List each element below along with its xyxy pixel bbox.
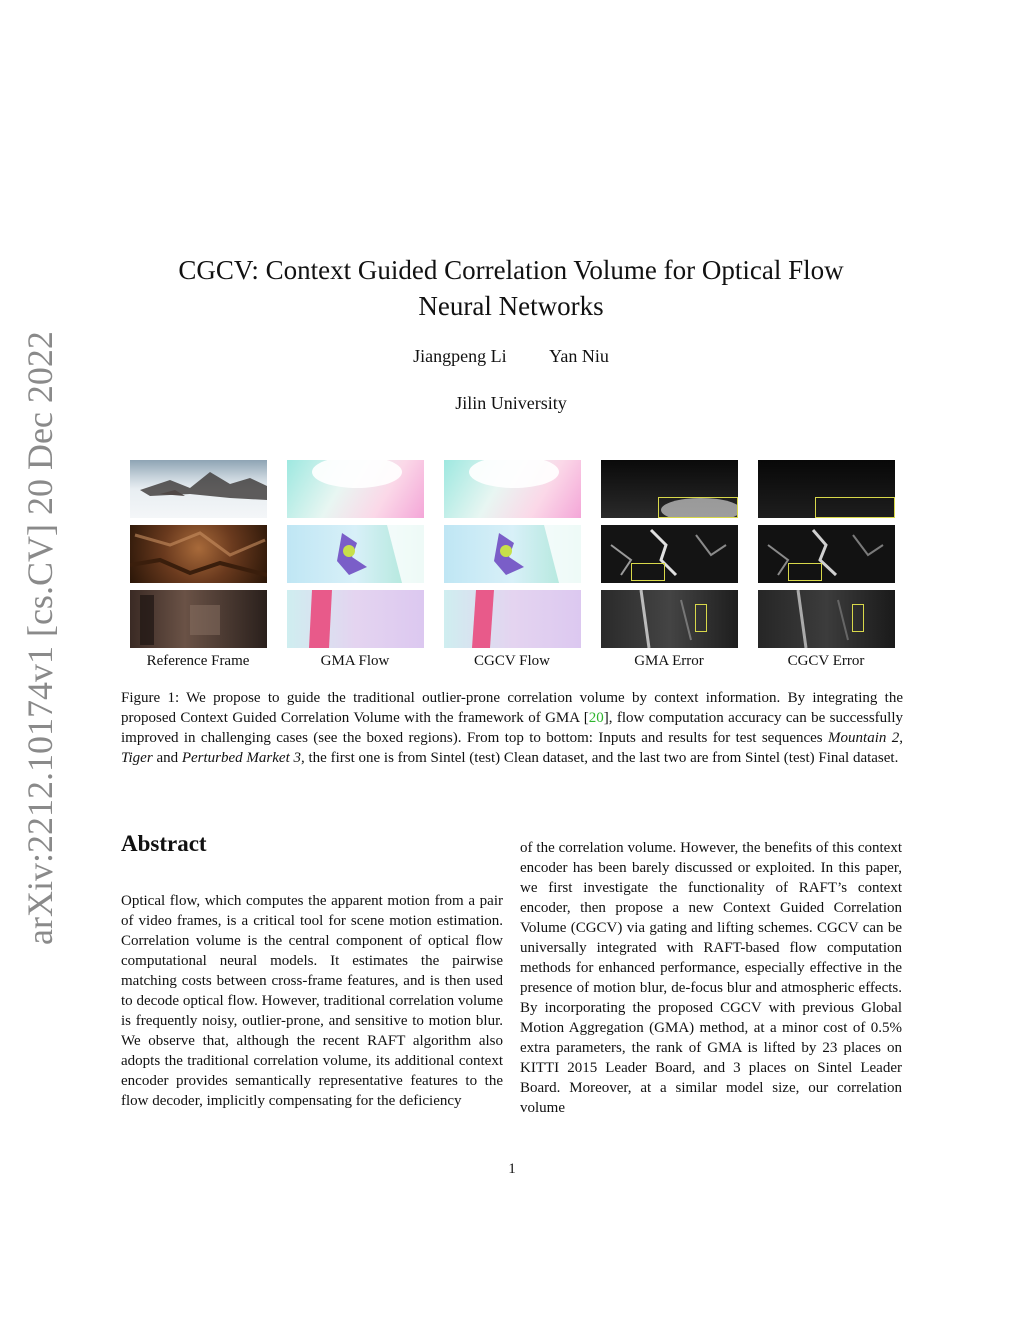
caption-text-3: , the first one is from Sintel (test) Clean dataset, and the last two are from Sintel (test) Final dataset. <box>301 750 899 766</box>
column-label-gma-error: GMA Error <box>634 653 704 669</box>
caption-text-1: Figure 1: We propose to guide the traditional outlier-prone correlation volume by context information. By integrating the proposed Context Guided Correlation Volume with the framework of GMA [ <box>121 690 903 726</box>
sequence-name: Mountain 2 <box>828 730 900 746</box>
cgcv-flow-tiger <box>444 525 581 583</box>
sequence-name: Tiger <box>121 750 153 766</box>
column-label-reference: Reference Frame <box>146 653 250 669</box>
abstract-left-column: Optical flow, which computes the apparent motion from a pair of video frames, is a critical tool for scene motion estimation. Correlation volume is the central component of optical flow computational neural models. It estimates the pairwise matching costs between cross-frame features, and is then used to decode optical flow. However, traditional correlation volume is frequently noisy, outlier-prone, and sensitive to motion blur. We observe that, although the recent RAFT algorithm also adopts the traditional correlation volume, its additional context encoder provides semantically representative features to the flow decoder, implicitly compensating for the deficiency <box>121 893 503 1109</box>
gma-error-mountain <box>601 460 738 518</box>
highlight-box <box>695 604 707 632</box>
author-2: Yan Niu <box>549 346 609 366</box>
column-label-cgcv-flow: CGCV Flow <box>474 653 550 669</box>
title-line-1: CGCV: Context Guided Correlation Volume for Optical Flow <box>178 255 844 285</box>
paper-title <box>120 252 902 324</box>
column-label-cgcv-error: CGCV Error <box>787 653 865 669</box>
cgcv-error-market <box>758 590 895 648</box>
figure-caption <box>121 688 903 768</box>
reference-frame-mountain <box>130 460 267 518</box>
cgcv-error-tiger <box>758 525 895 583</box>
author-list <box>120 346 902 367</box>
gma-flow-tiger <box>287 525 424 583</box>
caption-text-2: ], flow computation accuracy can be successfully improved in challenging cases (see the boxed regions). From top to bottom: Inputs and results for test sequences <box>121 710 903 746</box>
gma-flow-market <box>287 590 424 648</box>
affiliation: Jilin University <box>455 393 567 413</box>
gma-error-tiger <box>601 525 738 583</box>
abstract-heading: Abstract <box>121 831 207 856</box>
page-number: 1 <box>508 1161 516 1177</box>
reference-frame-market <box>130 590 267 648</box>
reference-frame-tiger <box>130 525 267 583</box>
cgcv-error-mountain <box>758 460 895 518</box>
caption-separator: , <box>899 730 903 746</box>
abstract-right-column: of the correlation volume. However, the benefits of this context encoder has been barely discussed or exploited. In this paper, we first investigate the functionality of RAFT’s context encoder, then propose a new Context Guided Correlation Volume (CGCV) via gating and lifting schemes. CGCV can be universally integrated with RAFT-based flow computation methods for enhanced performance, especially effective in the presence of motion blur, de-focus blur and atmospheric effects. By incorporating the proposed CGCV with previous Global Motion Aggregation (GMA) method, at a minor cost of 0.5% extra parameters, the rank of GMA is lifted by 23 places on KITTI 2015 Leader Board, and 3 places on Sintel Leader Board. Moreover, at a similar model size, our correlation volume <box>520 840 902 1116</box>
column-label-gma-flow: GMA Flow <box>320 653 390 669</box>
sequence-name: Perturbed Market 3 <box>181 750 301 766</box>
gma-flow-mountain <box>287 460 424 518</box>
citation-link[interactable]: 20 <box>588 710 604 726</box>
highlight-box <box>658 497 738 518</box>
cgcv-flow-mountain <box>444 460 581 518</box>
highlight-box <box>631 563 665 581</box>
gma-error-market <box>601 590 738 648</box>
caption-separator: and <box>152 750 182 766</box>
highlight-box <box>788 563 822 581</box>
highlight-box <box>815 497 895 518</box>
cgcv-flow-market <box>444 590 581 648</box>
title-line-2: Neural Networks <box>418 291 604 321</box>
highlight-box <box>852 604 864 632</box>
author-1: Jiangpeng Li <box>413 346 507 366</box>
arxiv-stamp: arXiv:2212.10174v1 [cs.CV] 20 Dec 2022 <box>20 331 60 945</box>
